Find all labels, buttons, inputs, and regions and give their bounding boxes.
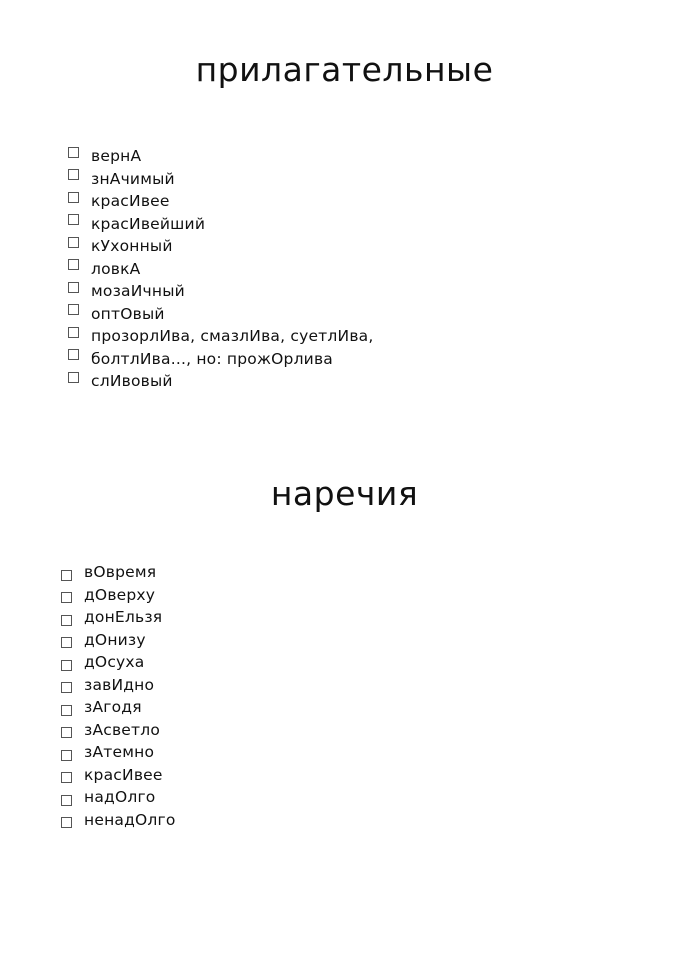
adverbs-list-item	[61, 741, 176, 764]
adverbs-title: наречия	[270, 474, 419, 513]
word-label: зАгодя	[84, 698, 142, 716]
adjectives-list-item	[68, 145, 373, 168]
word-label: зАсветло	[84, 720, 161, 739]
word-label: мозаИчный	[91, 282, 185, 300]
checkbox[interactable]	[61, 772, 72, 783]
checkbox[interactable]	[61, 727, 72, 738]
adverbs-list-item	[61, 719, 176, 742]
checkbox[interactable]	[68, 237, 79, 248]
checkbox[interactable]	[61, 750, 72, 761]
checkbox[interactable]	[61, 705, 72, 716]
adjectives-list-item	[68, 258, 373, 281]
word-label: красИвее	[91, 192, 170, 210]
adjectives-list-item	[68, 213, 373, 236]
word-label: красИвейший	[91, 214, 206, 233]
adjectives-list-item	[68, 303, 373, 326]
word-label: вернА	[91, 147, 142, 165]
checkbox[interactable]	[61, 817, 72, 828]
word-label: зАтемно	[84, 743, 155, 761]
checkbox[interactable]	[68, 304, 79, 315]
word-label: дОверху	[84, 585, 156, 604]
adverbs-list-item	[61, 629, 176, 652]
word-label: ненадОлго	[84, 810, 176, 829]
adjectives-list	[68, 145, 373, 393]
adjectives-list-item	[68, 235, 373, 258]
checkbox[interactable]	[61, 795, 72, 806]
word-label: дОнизу	[84, 630, 146, 649]
adverbs-list-item	[61, 764, 176, 787]
word-label: оптОвый	[91, 304, 165, 323]
checkbox[interactable]	[68, 192, 79, 203]
adverbs-list-item	[61, 809, 176, 832]
adverbs-list-item	[61, 584, 176, 607]
checkbox[interactable]	[61, 682, 72, 693]
checkbox[interactable]	[61, 615, 72, 626]
checkbox[interactable]	[68, 349, 79, 360]
word-label: знАчимый	[91, 169, 175, 188]
adjectives-list-item	[68, 280, 373, 303]
checkbox[interactable]	[61, 592, 72, 603]
adverbs-list	[61, 561, 176, 831]
word-label: болтлИва..., но: прожОрлива	[91, 349, 333, 368]
checkbox[interactable]	[68, 214, 79, 225]
word-label: красИвее	[84, 765, 163, 784]
word-label: вОвремя	[84, 563, 157, 581]
word-label: донЕльзя	[84, 608, 163, 626]
adverbs-list-item	[61, 651, 176, 674]
word-label: завИдно	[84, 675, 155, 694]
adjectives-list-item	[68, 190, 373, 213]
adjectives-title: прилагательные	[195, 50, 494, 89]
word-label: ловкА	[91, 259, 141, 278]
word-label: прозорлИва, смазлИва, суетлИва,	[91, 327, 374, 345]
adverbs-list-item	[61, 786, 176, 809]
checkbox[interactable]	[68, 372, 79, 383]
word-label: дОсуха	[84, 653, 145, 671]
adjectives-list-item	[68, 168, 373, 191]
word-label: надОлго	[84, 788, 156, 806]
checkbox[interactable]	[68, 147, 79, 158]
adjectives-list-item	[68, 325, 373, 348]
adverbs-list-item	[61, 674, 176, 697]
checkbox[interactable]	[61, 660, 72, 671]
checkbox[interactable]	[68, 282, 79, 293]
checkbox[interactable]	[68, 327, 79, 338]
checkbox[interactable]	[61, 570, 72, 581]
word-label: слИвовый	[91, 372, 173, 390]
adverbs-list-item	[61, 561, 176, 584]
checkbox[interactable]	[61, 637, 72, 648]
adverbs-list-item	[61, 606, 176, 629]
checkbox[interactable]	[68, 259, 79, 270]
checkbox[interactable]	[68, 169, 79, 180]
adverbs-list-item	[61, 696, 176, 719]
adjectives-list-item	[68, 348, 373, 371]
adjectives-list-item	[68, 370, 373, 393]
word-label: кУхонный	[91, 237, 173, 255]
